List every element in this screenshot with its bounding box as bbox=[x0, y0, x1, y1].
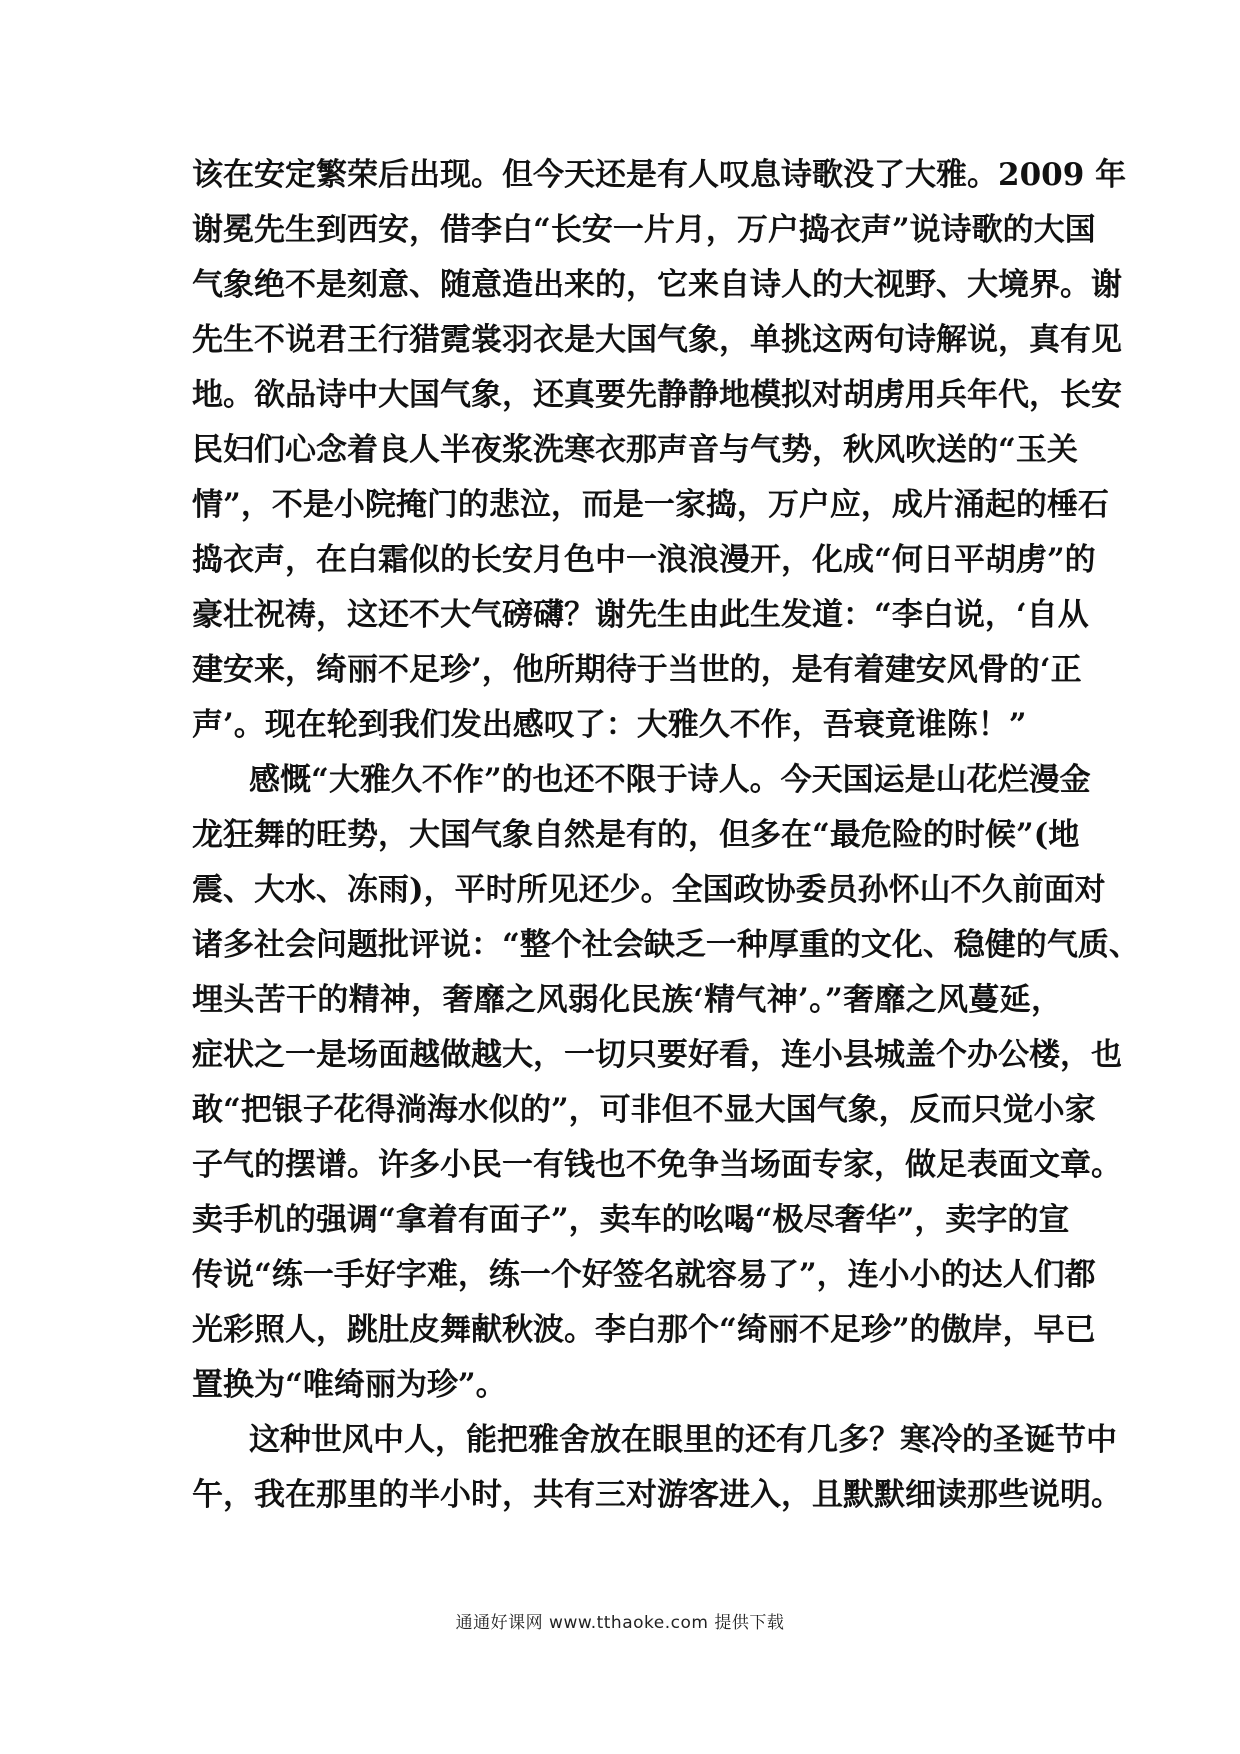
text-line: 诸多社会问题批评说：“整个社会缺乏一种厚重的文化、稳健的气质、 bbox=[192, 927, 1140, 963]
page-footer: 通通好课网 www.tthaoke.com 提供下载 bbox=[455, 1613, 785, 1633]
text-line: 光彩照人，跳肚皮舞献秋波。李白那个“绮丽不足珍”的傲岸，早已 bbox=[192, 1312, 1096, 1348]
text-line: 午，我在那里的半小时，共有三对游客进入，且默默细读那些说明。 bbox=[192, 1477, 1122, 1513]
paragraph-1 bbox=[192, 148, 1127, 753]
text-line: 震、大水、冻雨)，平时所见还少。全国政协委员孙怀山不久前面对 bbox=[192, 872, 1106, 908]
text-line: 子气的摆谱。许多小民一有钱也不免争当场面专家，做足表面文章。 bbox=[192, 1147, 1122, 1183]
text-line: 该在安定繁荣后出现。但今天还是有人叹息诗歌没了大雅。2009 年 bbox=[192, 157, 1127, 193]
article-body bbox=[192, 148, 1140, 1523]
text-line: 谢冕先生到西安，借李白“长安一片月，万户捣衣声”说诗歌的大国 bbox=[192, 212, 1096, 248]
text-line: 传说“练一手好字难，练一个好签名就容易了”，连小小的达人们都 bbox=[192, 1257, 1096, 1293]
text-line: 声’。现在轮到我们发出感叹了：大雅久不作，吾衰竟谁陈！” bbox=[192, 707, 1027, 743]
text-line: 情”，不是小院掩门的悲泣，而是一家捣，万户应，成片涌起的棰石 bbox=[192, 487, 1109, 523]
text-line: 龙狂舞的旺势，大国气象自然是有的，但多在“最危险的时候”(地 bbox=[192, 817, 1080, 853]
text-line: 豪壮祝祷，这还不大气磅礴？谢先生由此生发道：“李白说，‘自从 bbox=[192, 597, 1089, 633]
text-line: 置换为“唯绮丽为珍”。 bbox=[192, 1367, 507, 1403]
text-line: 敢“把银子花得淌海水似的”，可非但不显大国气象，反而只觉小家 bbox=[192, 1092, 1096, 1128]
text-line: 地。欲品诗中大国气象，还真要先静静地模拟对胡虏用兵年代，长安 bbox=[192, 377, 1122, 413]
text-line: 捣衣声，在白霜似的长安月色中一浪浪漫开，化成“何日平胡虏”的 bbox=[192, 542, 1096, 578]
text-line: 建安来，绮丽不足珍’，他所期待于当世的，是有着建安风骨的‘正 bbox=[192, 652, 1082, 688]
text-line: 民妇们心念着良人半夜浆洗寒衣那声音与气势，秋风吹送的“玉关 bbox=[192, 432, 1078, 468]
paragraph-3 bbox=[192, 1413, 1122, 1523]
text-line: 埋头苦干的精神，奢靡之风弱化民族‘精气神’。”奢靡之风蔓延， bbox=[192, 982, 1062, 1018]
text-line: 先生不说君王行猎霓裳羽衣是大国气象，单挑这两句诗解说，真有见 bbox=[192, 322, 1122, 358]
paragraph-2 bbox=[192, 753, 1140, 1413]
text-line: 症状之一是场面越做越大，一切只要好看，连小县城盖个办公楼，也 bbox=[192, 1037, 1122, 1073]
text-line: 气象绝不是刻意、随意造出来的，它来自诗人的大视野、大境界。谢 bbox=[192, 267, 1122, 303]
text-line: 感慨“大雅久不作”的也还不限于诗人。今天国运是山花烂漫金 bbox=[249, 762, 1091, 798]
text-line: 卖手机的强调“拿着有面子”，卖车的吆喝“极尽奢华”，卖字的宣 bbox=[192, 1202, 1070, 1238]
text-line: 这种世风中人，能把雅舍放在眼里的还有几多？寒冷的圣诞节中 bbox=[249, 1422, 1117, 1458]
